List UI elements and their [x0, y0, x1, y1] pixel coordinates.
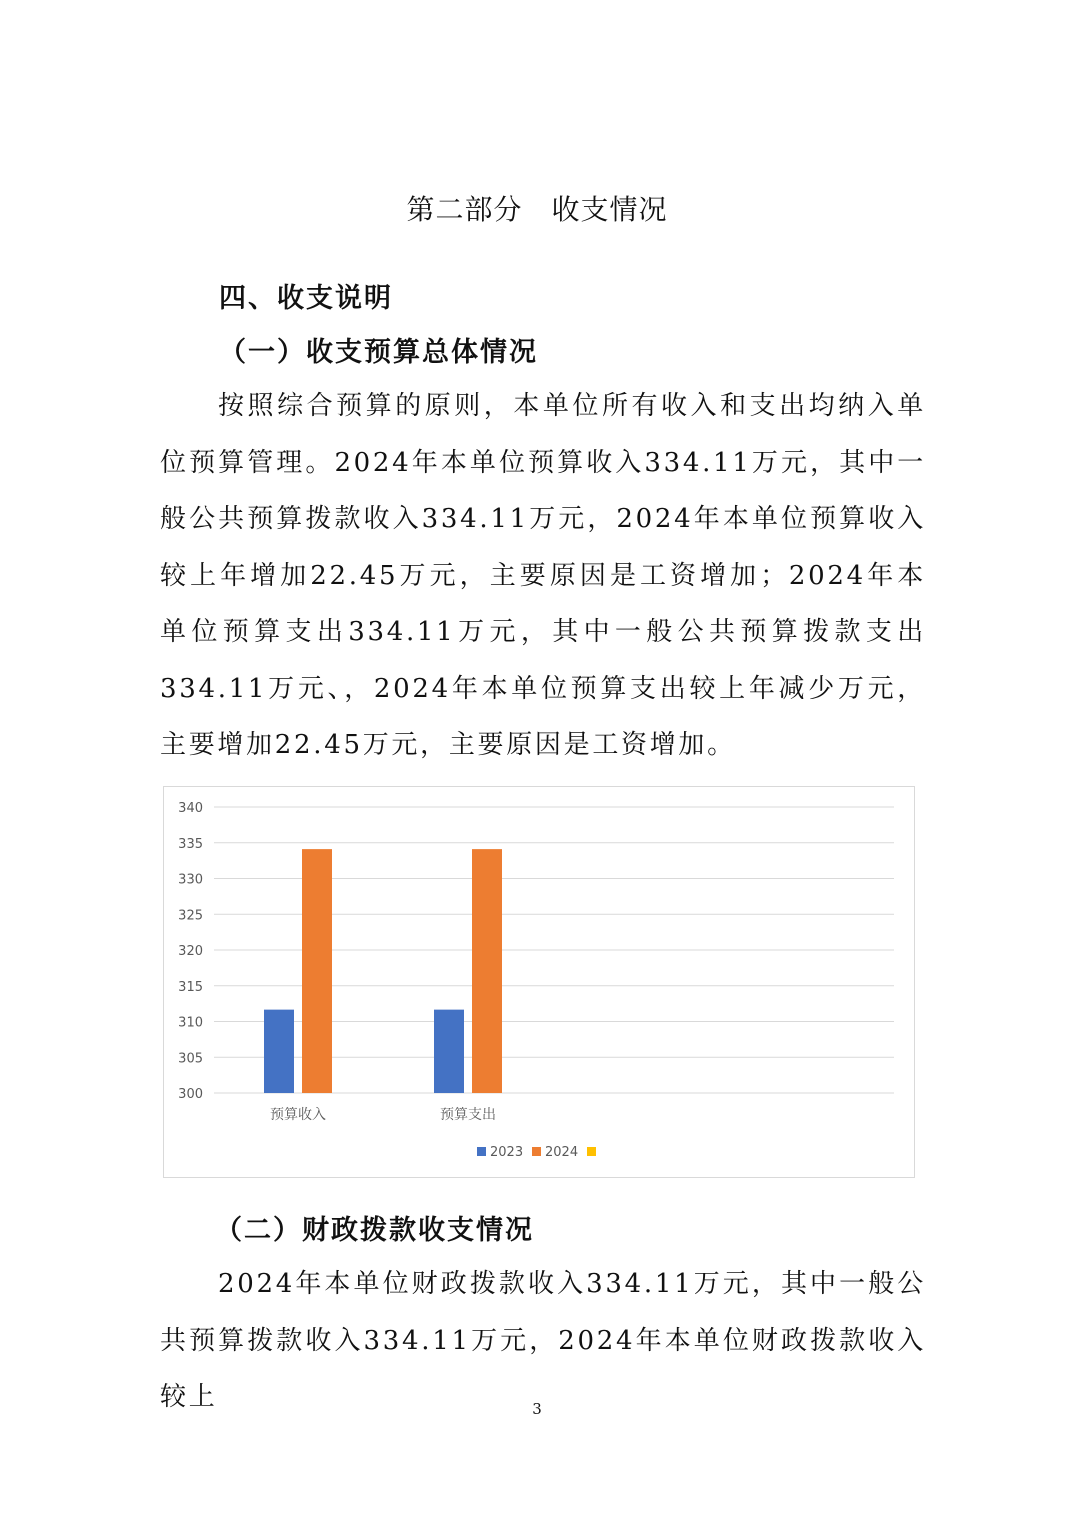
page-number: 3 [532, 1400, 542, 1418]
section-heading: 四、收支说明 [219, 283, 393, 314]
bar-2024-1 [472, 849, 502, 1093]
y-tick-label: 335 [178, 836, 203, 852]
bar-2023-1 [434, 1010, 464, 1093]
chart-legend [477, 1145, 596, 1160]
y-tick-label: 340 [178, 801, 203, 816]
paragraph-budget-overview: 按照综合预算的原则，本单位所有收入和支出均纳入单位预算管理。2024年本单位预算收入334.11万元，其中一般公共预算拨款收入334.11万元，2024年本单位预算收入较上年增加22.45万元，主要原因是工资增加；2024年本单位预算支出334.11万元，其中一般公共预算拨款支出334.11万元、，2024年本单位预算支出较上年减少万元，主要增加22.45万元，主要原因是工资增加。 [160, 391, 926, 760]
budget-bar-chart [163, 786, 915, 1178]
y-tick-label: 300 [178, 1087, 203, 1102]
chart-y-ticks [178, 801, 203, 1102]
legend-label: 2023 [490, 1145, 524, 1160]
legend-swatch [477, 1147, 486, 1156]
subsection-heading-2: （二）财政拨款收支情况 [215, 1215, 534, 1246]
y-tick-label: 310 [178, 1015, 203, 1031]
y-tick-label: 305 [178, 1051, 203, 1067]
y-tick-label: 320 [178, 944, 203, 959]
chart-svg [164, 787, 914, 1177]
bar-2023-0 [264, 1010, 294, 1093]
chart-x-labels [270, 1106, 496, 1123]
chart-bars [264, 849, 502, 1093]
legend-swatch [587, 1147, 596, 1156]
x-category-label: 预算支出 [440, 1107, 496, 1123]
bar-2024-0 [302, 849, 332, 1093]
legend-swatch [532, 1147, 541, 1156]
y-tick-label: 325 [178, 908, 203, 924]
subsection-heading-1: （一）收支预算总体情况 [219, 337, 538, 368]
y-tick-label: 330 [178, 872, 203, 888]
part-title: 第二部分 收支情况 [406, 193, 668, 226]
x-category-label: 预算收入 [270, 1107, 326, 1123]
y-tick-label: 315 [178, 979, 203, 995]
paragraph-fiscal-appropriation: 2024年本单位财政拨款收入334.11万元，其中一般公共预算拨款收入334.11万元，2024年本单位财政拨款收入较上 [160, 1269, 926, 1412]
legend-label: 2024 [545, 1145, 579, 1160]
